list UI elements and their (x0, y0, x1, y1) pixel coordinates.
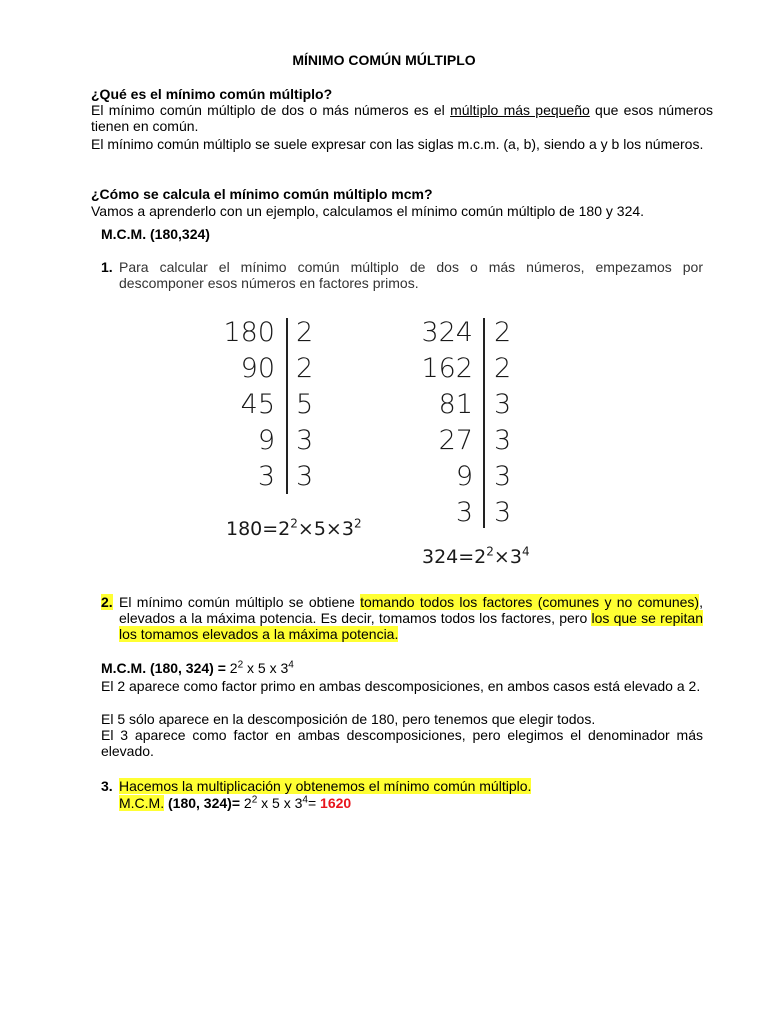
step2-text (119, 594, 703, 642)
definition-underlined: múltiplo más pequeño (450, 102, 590, 118)
factorization-180-factor-2: 5 (296, 389, 314, 420)
definition-text-a: El mínimo común múltiplo de dos o más números es el (91, 102, 451, 118)
step3-result-line (119, 795, 703, 811)
factorization-324-number-0: 324 (421, 317, 473, 348)
factorization-180-factors (296, 315, 313, 495)
res324-exp1: 2 (486, 544, 494, 559)
factorization-324-number-3: 27 (438, 425, 473, 456)
definition-text-b: que esos números tienen en común. (91, 102, 713, 134)
factorization-324-number-5: 3 (455, 497, 473, 528)
step1-number: 1. (101, 259, 113, 275)
factorization-324-factor-2: 3 (494, 389, 512, 420)
explain-line2: El 5 sólo aparece en la descomposición de 180, pero tenemos que elegir todos. (101, 711, 596, 727)
factorization-324-factor-1: 2 (494, 353, 512, 384)
step1-text: Para calcular el mínimo común múltiplo de dos o más números, empezamos por descomponer esos números en factores primos. (119, 259, 703, 291)
step3-text (119, 778, 703, 794)
factorization-180-factor-0: 2 (296, 317, 314, 348)
question-what-heading: ¿Qué es el mínimo común múltiplo? (91, 86, 333, 102)
mcm-result-exp1: 2 (237, 659, 244, 671)
step3-exp2: 4 (302, 794, 308, 806)
mcm-result-label: M.C.M. (180, 324) = (101, 660, 230, 676)
factorization-180-result (226, 518, 362, 540)
factorization-324-factor-5: 3 (494, 497, 512, 528)
res180-b: ×5×3 (297, 518, 354, 540)
notation-paragraph: El mínimo común múltiplo se suele expresar con las siglas m.c.m. (a, b), siendo a y b los números. (91, 136, 704, 152)
definition-paragraph (91, 102, 713, 134)
factorization-180-number-0: 180 (223, 317, 275, 348)
factorization-180-numbers (210, 315, 275, 495)
factorization-324-result (422, 546, 530, 568)
mcm-result-exp2: 4 (288, 659, 294, 671)
mcm-result-line (101, 660, 703, 676)
res324-exp2: 4 (521, 544, 530, 559)
factorization-180-factor-4: 3 (296, 461, 314, 492)
step3-answer: 1620 (320, 795, 352, 811)
factorization-180-divider (286, 318, 288, 494)
example-intro: Vamos a aprenderlo con un ejemplo, calculamos el mínimo común múltiplo de 180 y 324. (91, 203, 645, 219)
step3-eq: = (307, 795, 321, 811)
factorization-324-divider (483, 318, 485, 528)
step3-a: 2 (240, 795, 252, 811)
step2-highlight1: tomando todos los factores (comunes y no comunes) (360, 594, 700, 610)
res324-b: ×3 (493, 546, 522, 568)
factorization-180-number-3: 9 (257, 425, 275, 456)
factorization-180-number-2: 45 (240, 389, 275, 420)
step2-highlight2: los que se repitan los tomamos elevados a la máxima potencia. (119, 610, 703, 642)
explain-line1: El 2 aparece como factor primo en ambas descomposiciones, en ambos casos está elevado a 2. (101, 678, 701, 694)
factorization-180-number-4: 3 (257, 461, 275, 492)
step3-exp1: 2 (251, 794, 258, 806)
factorization-324-factor-0: 2 (494, 317, 512, 348)
page-title: MÍNIMO COMÚN MÚLTIPLO (292, 52, 476, 68)
explain-line3: El 3 aparece como factor en ambas descomposiciones, pero elegimos el denominador más elevado. (101, 727, 703, 759)
factorization-324-factor-3: 3 (494, 425, 512, 456)
factorization-324-factors (494, 315, 511, 531)
res180-a: 180=2 (226, 518, 291, 540)
step2-t2: , elevados a la máxima potencia. Es decir, tomamos todos los factores, pero (119, 594, 703, 626)
res324-a: 324=2 (422, 546, 487, 568)
step2-number-text: 2. (101, 594, 113, 610)
mcm-result-a: 2 (229, 660, 238, 676)
factorization-324-numbers (405, 315, 473, 531)
mcm-result-b: x 5 x 3 (243, 660, 289, 676)
step3-b: x 5 x 3 (257, 795, 303, 811)
question-how-heading: ¿Cómo se calcula el mínimo común múltiplo mcm? (91, 186, 433, 202)
res180-exp2: 2 (353, 516, 362, 531)
step2-number (101, 594, 113, 610)
mcm-heading: M.C.M. (180,324) (101, 226, 210, 242)
step3-number: 3. (101, 778, 113, 794)
factorization-180-factor-3: 3 (296, 425, 314, 456)
factorization-324-number-1: 162 (421, 353, 473, 384)
factorization-324-factor-4: 3 (494, 461, 512, 492)
factorization-180-factor-1: 2 (296, 353, 314, 384)
factorization-180-number-1: 90 (240, 353, 275, 384)
step2-t1: El mínimo común múltiplo se obtiene (119, 594, 361, 610)
factorization-324-number-4: 9 (455, 461, 473, 492)
step3-args: (180, 324)= (164, 795, 240, 811)
factorization-324-number-2: 81 (438, 389, 473, 420)
step3-mcm-label: M.C.M. (119, 795, 165, 811)
step3-highlight: Hacemos la multiplicación y obtenemos el mínimo común múltiplo. (119, 778, 532, 794)
res180-exp1: 2 (290, 516, 298, 531)
